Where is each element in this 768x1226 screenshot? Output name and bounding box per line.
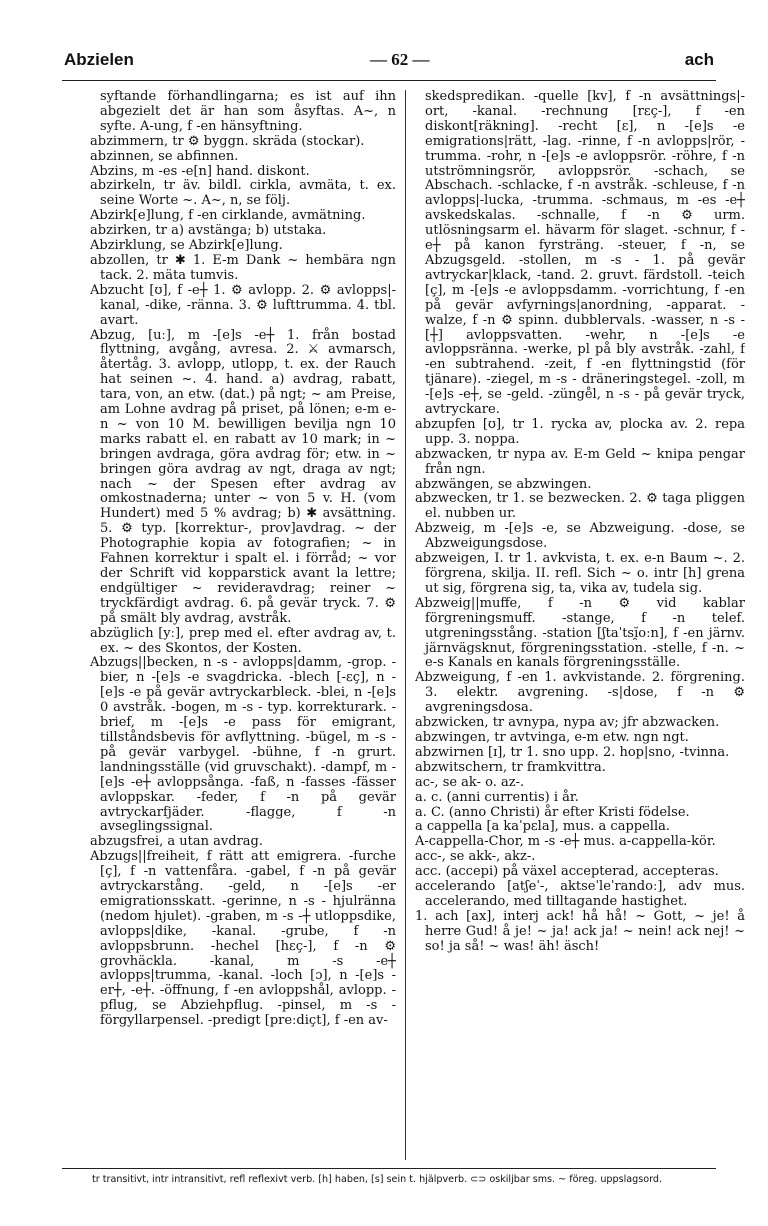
entry: Abzug, [uː], m -[e]s -e┼ 1. från bostad flyttning, avgång, avresa. 2. ⚔ avmarsch, återtåg. 3. avlopp, utlopp, t. ex. der Rauch hat seinen ~. 4. hand. a) avdrag, rabatt, tara, von, an etw. (dat.) på ngt; ~ am Preise, am Lohne avdrag på priset, på lönen; e-m e-n ~ von 10 M. bewilligen bevilja ngn 10 marks rabatt el. en rabatt av 10 mark; in ~ bringen avdraga, göra avdrag för; etw. in ~ bringen göra avdrag av ngt, draga av ngt; nach ~ der Spesen efter avdrag av omkostnaderna; unter ~ von 5 v. H. (vom Hundert) med 5 % avdrag; b) ✱ avsättning. 5. ⚙ typ. [korrektur-, prov]avdrag. ~ der Photographie kopia av fotografien; ~ in Fahnen korrektur i spalt el. i förråd; ~ vor der Schrift vid kopparstick avant la lettre; endgültiger ~ revideravdrag; reiner ~ tryckfärdigt avdrag. 6. på gevär tryck. 7. ⚙ på smält bly avdrag, avstråk.: [90, 327, 396, 626]
entry: accelerando [atʃeˈ-, aktseˈleˈrandoː], adv mus. accelerando, med tilltagande hastighet.: [415, 879, 745, 909]
entry: abzupfen [ʊ], tr 1. rycka av, plocka av. 2. repa upp. 3. noppa.: [415, 416, 745, 447]
entry: abzweigen, I. tr 1. avkvista, t. ex. e-n Baum ~. 2. förgrena, skilja. II. refl. Sich ~ o. intr [h] grena ut sig, förgrena sig, ta, vika av, tudela sig.: [415, 551, 745, 596]
entry: abzwitschern, tr framkvittra.: [415, 759, 606, 775]
page-number: — 62 —: [370, 50, 430, 69]
column-divider: [405, 90, 406, 1160]
entry: abzüglich [yː], prep med el. efter avdrag av, t. ex. ~ des Skontos, der Kosten.: [90, 625, 396, 656]
entry: abzimmern, tr ⚙ byggn. skräda (stockar).: [90, 133, 365, 149]
entry: ac-, se ak- o. az-.: [415, 774, 525, 790]
entry: a cappella [a kaˈpεla], mus. a cappella.: [415, 819, 670, 835]
entry: abzollen, tr ✱ 1. E-m Dank ~ hembära ngn tack. 2. mäta tumvis.: [90, 252, 396, 283]
entry: abzwängen, se abzwingen.: [415, 476, 592, 492]
entry: Abzirk[e]lung, f -en cirklande, avmätning.: [90, 208, 366, 224]
abbreviation-legend: tr transitivt, intr intransitivt, refl reflexivt verb. [h] haben, [s] sein t. hjälpverb. ⊂⊃ oskiljbar sms. ~ föreg. uppslagsord.: [92, 1174, 662, 1185]
entry: skedspredikan. -quelle [kv], f -n avsättnings|-ort, -kanal. -rechnung [rεç-], f -en diskont[räkning]. -recht [ε], n -[e]s -e emigrations|rätt, -lag. -rinne, f -n avlopps|rör, -trumma. -rohr, n -[e]s -e avloppsrör. -röhre, f -n utströmningsrör, avloppsrör. -schach, se Abschach. -schlacke, f -n avstråk. -schleuse, f -n avlopps|-lucka, -trumma. -schmaus, m -es -e┼ avskedskalas. -schnalle, f -n ⚙ urm. utlösningsarm el. hävarm för slaget. -schnur, f -e┼ på kanon fyrsträng. -steuer, f -n, se Abzugsgeld. -stollen, m -s - 1. på gevär avtryckar|klack, -tand. 2. gruvt. färdstoll. -teich [ç], m -[e]s -e avloppsdamm. -vorrichtung, f -en på gevär avfyrnings|anordning, -apparat. -walze, f -n ⚙ spinn. dubblervals. -wasser, n -s -[┼] avloppsvatten. -wehr, n -[e]s -e avloppsränna. -werke, pl på bly avstråk. -zahl, f -en subtrahend. -zeit, f -en flyttningstid (för tjänare). -ziegel, m -s - dräneringstegel. -zoll, m -[e]s -e┼, se -geld. -zünge̊l, n -s - på gevär tryck, avtryckare.: [425, 90, 745, 418]
footer-rule: [62, 1168, 716, 1169]
right-column: [415, 90, 745, 1165]
entry: A-cappella-Chor, m -s -e┼ mus. a-cappella-kör.: [415, 834, 716, 850]
entry: acc-, se akk-, akz-.: [415, 849, 536, 865]
entry: a. C. (anno Christi) år efter Kristi födelse.: [415, 804, 690, 820]
entry: Abzweig||muffe, f -n ⚙ vid kablar förgreningsmuff. -stange, f -n telef. utgreningsstång. -station [ʃtaˈtsĭ̯oːn], f -en järnv. järnvägsknut, förgreningsstation. -stelle, f -n. ~ e-s Kanals en kanals förgreningsställe.: [415, 595, 745, 671]
entry: Abzweig, m -[e]s -e, se Abzweigung. -dose, se Abzweigungsdose.: [415, 521, 745, 552]
entry: syftande förhandlingarna; es ist auf ihn abgezielt det är han som åsyftas. A~, n syfte. A-ung, f -en hänsyftning.: [100, 90, 396, 134]
entry: Abzugs||becken, n -s - avlopps|damm, -grop. -bier, n -[e]s -e svagdricka. -blech [-εç], n -[e]s -e på gevär avtryckarbleck. -blei, n -[e]s 0 avstråk. -bogen, m -s - typ. korrekturark. -brief, m -[e]s -e pass för emigrant, tillståndsbevis för avflyttning. -bügel, m -s - på gevär varbygel. -bühne, f -n grurt. landningsställe (vid gruvschakt). -dampf, m -[e]s -e┼ avloppsånga. -faß, n -fasses -fässer avloppskar. -feder, f -n på gevär avtryckarfjäder. -flagge, f -n avseglingssignal.: [90, 655, 396, 835]
entry: abzwecken, tr 1. se bezwecken. 2. ⚙ taga pliggen el. nubben ur.: [415, 491, 745, 522]
entry: Abzins, m -es -e[n] hand. diskont.: [90, 163, 310, 179]
entry: a. c. (anni currentis) i år.: [415, 789, 579, 805]
running-head-left: Abzielen: [64, 50, 134, 69]
entry: Abzirklung, se Abzirk[e]lung.: [90, 238, 283, 254]
entry: abzirken, tr a) avstänga; b) utstaka.: [90, 223, 327, 239]
entry: abzugsfrei, a utan avdrag.: [90, 834, 263, 850]
entry: abzwacken, tr nypa av. E-m Geld ~ knipa pengar från ngn.: [415, 446, 745, 477]
running-head-right: ach: [684, 50, 714, 69]
entry: Abzweigung, f -en 1. avkvistande. 2. förgrening. 3. elektr. avgrening. -s|dose, f -n ⚙ avgreningsdosa.: [415, 670, 745, 716]
entry: abzwicken, tr avnypa, nypa av; jfr abzwacken.: [415, 715, 720, 731]
entry: abzinnen, se abfinnen.: [90, 148, 239, 164]
entry: Abzugs||freiheit, f rätt att emigrera. -furche [ç], f -n vattenfåra. -gabel, f -n på gevär avtryckarstång. -geld, n -[e]s -er emigrationsskatt. -gerinne, n -s - hjulränna (nedom hjulet). -graben, m -s -┼ utloppsdike, avlopps|dike, -kanal. -grube, f -n avloppsbrunn. -hechel [hεç-], f -n ⚙ grovhäckla. -kanal, m -s -e┼ avlopps|trumma, -kanal. -loch [ɔ], n -[e]s -er┼, -e┼. -öffnung, f -en avloppshål, avlopp. -pflug, se Abziehpflug. -pinsel, m -s - förgyllarpensel. -predigt [preːdiçt], f -en av-: [90, 849, 396, 1029]
entry: abzwirnen [ɪ], tr 1. sno upp. 2. hop|sno, -tvinna.: [415, 744, 730, 760]
entry: abzwingen, tr avtvinga, e-m etw. ngn ngt.: [415, 729, 689, 745]
header-rule: [62, 80, 716, 81]
left-column: [90, 90, 396, 1165]
entry: abzirkeln, tr äv. bildl. cirkla, avmäta, t. ex. seine Worte ~. A~, n, se följ.: [90, 178, 396, 209]
entry: 1. ach [ax], interj ack! hå hå! ~ Gott, ~ je! å herre Gud! å je! ~ ja! ack ja! ~ nein! ack nej! ~ so! ja så! ~ was! äh! äsch!: [415, 908, 745, 954]
entry: Abzucht [ʊ], f -e┼ 1. ⚙ avlopp. 2. ⚙ avlopps|-kanal, -dike, -ränna. 3. ⚙ lufttrumma. 4. tbl. avart.: [90, 282, 396, 328]
entry: acc. (accepi) på växel accepterad, accepteras.: [415, 864, 719, 880]
